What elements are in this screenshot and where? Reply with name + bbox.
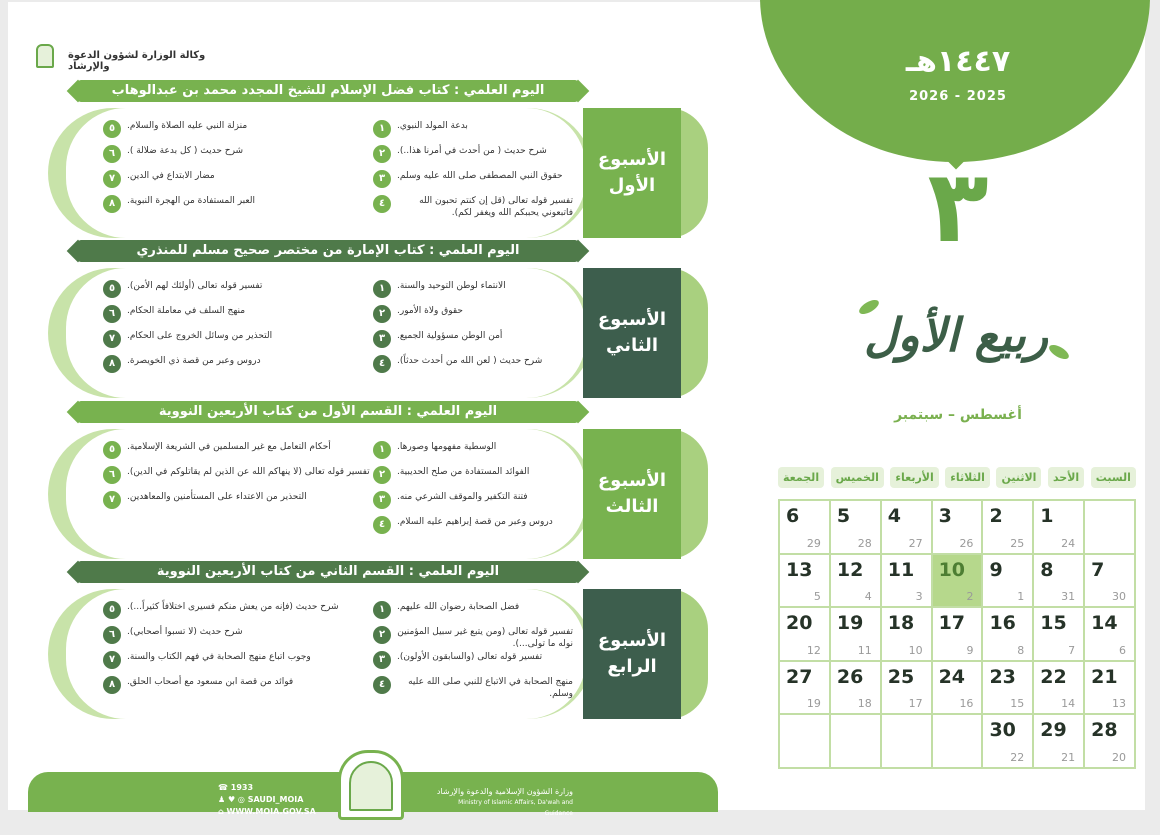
week-topic-item [103, 195, 373, 213]
weekday-label: الأربعاء [890, 467, 938, 488]
week-topic-item [373, 601, 573, 619]
hijri-day: 30 [989, 719, 1016, 742]
topic-text: بدعة المولد النبوي. [397, 121, 468, 131]
gregorian-day: 7 [1068, 643, 1076, 657]
week-label: الأسبوع الأول [583, 108, 681, 238]
week-topic-item [373, 676, 573, 700]
topic-text: التحذير من وسائل الخروج على الحكام. [127, 331, 273, 341]
topic-number-badge: ٦ [103, 145, 121, 163]
topic-text: شرح حديث (لا تسبوا أصحابي). [127, 627, 243, 637]
week-topic-item [373, 120, 573, 138]
topic-text: وجوب اتباع منهج الصحابة في فهم الكتاب والسنة. [127, 652, 311, 662]
weekday-label: الأحد [1048, 467, 1084, 488]
weekday-header [778, 467, 1136, 488]
topic-text: منهج السلف في معاملة الحكام. [127, 306, 246, 316]
topic-text: منهج الصحابة في الاتباع للنبي صلى الله عليه وسلم. [408, 677, 573, 699]
topic-number-badge: ٤ [373, 676, 391, 694]
hijri-day: 26 [836, 665, 864, 688]
hijri-day: 4 [887, 505, 901, 527]
hijri-day: 7 [1091, 558, 1105, 581]
topic-text: شرح حديث ( كل بدعة ضلالة ). [127, 146, 244, 156]
topic-number-badge: ١ [373, 280, 391, 298]
gregorian-day: 30 [1112, 590, 1126, 604]
topic-number-badge: ٦ [103, 466, 121, 484]
topic-number-badge: ٨ [103, 355, 121, 373]
calendar-day-cell [982, 500, 1033, 554]
ministry-name-ar: وزارة الشؤون الإسلامية والدعوة والإرشاد [436, 787, 573, 796]
gregorian-day: 26 [959, 536, 974, 550]
calendar-day-cell [932, 714, 983, 768]
hijri-day: 24 [938, 665, 966, 688]
gregorian-day: 6 [1119, 643, 1126, 657]
weekday-label: الاثنين [996, 467, 1041, 488]
topic-text: تفسير قوله تعالى (ومن يتبع غير سبيل المؤمنين نوله ما تولى...). [397, 627, 573, 649]
week-topic-item [373, 491, 573, 509]
week-topic-item [103, 145, 373, 163]
week-topic-item [373, 305, 573, 323]
calendar-day-cell [982, 554, 1033, 608]
topic-number-badge: ٦ [103, 626, 121, 644]
topic-text: دروس وعبر من قصة إبراهيم عليه السلام. [397, 517, 553, 527]
topic-text: تفسير قوله تعالى (قل إن كنتم تحبون الله فاتبعوني يحببكم الله ويغفر لكم). [419, 196, 573, 218]
week-topic-item [373, 651, 573, 669]
week-topic-item [103, 280, 373, 298]
calendar-page [8, 2, 1145, 817]
ministry-name-en: Ministry of Islamic Affairs, Da'wah and Guidance [458, 799, 573, 817]
week-label: الأسبوع الثاني [583, 268, 681, 398]
week-label: الأسبوع الرابع [583, 589, 681, 719]
gregorian-day: 10 [908, 643, 923, 657]
gregorian-day: 2 [966, 590, 974, 604]
phone-icon: ☎ [218, 783, 231, 792]
topic-number-badge: ٥ [103, 441, 121, 459]
hijri-day: 12 [836, 558, 864, 581]
gregorian-day: 8 [1017, 643, 1025, 657]
topic-text: العبر المستفادة من الهجرة النبوية. [127, 196, 255, 206]
topic-number-badge: ٨ [103, 195, 121, 213]
gregorian-day: 17 [908, 697, 923, 711]
topic-text: فضل الصحابة رضوان الله عليهم. [397, 602, 520, 612]
calendar-day-cell [881, 661, 932, 715]
calendar-day-cell [1033, 500, 1084, 554]
gregorian-day: 19 [806, 697, 821, 711]
topic-text: حقوق النبي المصطفى صلى الله عليه وسلم. [397, 171, 563, 181]
calendar-day-cell [932, 607, 983, 661]
week-banner: اليوم العلمي : القسم الأول من كتاب الأربعين النووية [78, 401, 578, 423]
weekday-label: الخميس [831, 467, 884, 488]
calendar-day-cell [932, 661, 983, 715]
week-topic-item [373, 355, 573, 373]
gregorian-day: 5 [813, 590, 821, 604]
footer-ministry [433, 786, 573, 819]
calendar-day-cell [982, 607, 1033, 661]
week-banner: اليوم العلمي : القسم الثاني من كتاب الأربعين النووية [78, 561, 578, 583]
hijri-day: 28 [1091, 719, 1118, 742]
gregorian-day: 12 [806, 643, 821, 657]
calendar-day-cell [779, 607, 830, 661]
topic-text: تفسير قوله تعالى (أولئك لهم الأمن). [127, 281, 263, 291]
week-topic-item [103, 355, 373, 373]
topic-number-badge: ٣ [373, 170, 391, 188]
topic-number-badge: ٥ [103, 120, 121, 138]
week-label: الأسبوع الثالث [583, 429, 681, 559]
calendar-day-cell [1033, 607, 1084, 661]
hijri-day: 6 [786, 505, 800, 527]
hijri-day: 16 [989, 612, 1016, 635]
calendar-day-cell [1084, 607, 1135, 661]
hijri-day: 14 [1091, 612, 1118, 635]
gregorian-day: 24 [1061, 536, 1076, 550]
calendar-day-cell [932, 554, 983, 608]
gregorian-day: 31 [1061, 590, 1076, 604]
social-icons: ♟ ♥ ◎ [218, 795, 248, 804]
hijri-day: 19 [836, 612, 864, 635]
globe-icon: ⌂ [218, 807, 227, 816]
topic-text: أحكام التعامل مع غير المسلمين في الشريعة الإسلامية. [127, 442, 331, 452]
topic-text: دروس وعبر من قصة ذي الخويصرة. [127, 356, 261, 366]
ministry-emblem-icon [338, 750, 404, 820]
week-topic-item [373, 195, 573, 219]
topic-text: فوائد من قصة ابن مسعود مع أصحاب الحلق. [127, 677, 294, 687]
hijri-day: 17 [938, 612, 966, 635]
calendar-day-cell [779, 661, 830, 715]
topic-number-badge: ٧ [103, 330, 121, 348]
calendar-day-cell [830, 607, 881, 661]
week-topic-item [103, 651, 373, 669]
week-topic-item [103, 601, 373, 619]
week-topic-item [373, 441, 573, 459]
calendar-day-cell [881, 607, 932, 661]
hijri-day: 25 [887, 665, 915, 688]
calendar-day-cell [1084, 554, 1135, 608]
week-topic-item [373, 145, 573, 163]
gregorian-day: 3 [915, 590, 923, 604]
hijri-day: 10 [938, 558, 966, 581]
topic-text: شرح حديث ( لعن الله من أحدث حدثاً). [397, 356, 543, 366]
week-topic-item [103, 466, 373, 484]
topic-number-badge: ٦ [103, 305, 121, 323]
topic-text: شرح حديث (فإنه من يعش منكم فسيرى اختلافاً كثيراً...). [127, 602, 339, 612]
topic-number-badge: ٧ [103, 491, 121, 509]
calendar-day-cell [881, 714, 932, 768]
calendar-day-cell [881, 554, 932, 608]
hijri-day: 3 [938, 505, 952, 527]
calendar-day-cell [830, 554, 881, 608]
gregorian-day: 4 [864, 590, 872, 604]
topic-number-badge: ٢ [373, 466, 391, 484]
hijri-day: 15 [1040, 612, 1067, 635]
calendar-day-cell [1033, 714, 1084, 768]
calendar-day-cell [1033, 661, 1084, 715]
topic-number-badge: ٣ [373, 330, 391, 348]
gregorian-day: 29 [806, 536, 821, 550]
calendar-grid [778, 499, 1136, 769]
week-banner: اليوم العلمي : كتاب الإمارة من مختصر صحيح مسلم للمنذري [78, 240, 578, 262]
gregorian-years: 2026 - 2025 [909, 89, 1007, 104]
gregorian-day: 9 [966, 643, 974, 657]
topic-text: شرح حديث ( من أحدث في أمرنا هذا..). [397, 146, 547, 156]
topic-number-badge: ٤ [373, 516, 391, 534]
week-topic-item [373, 280, 573, 298]
calendar-day-cell [779, 500, 830, 554]
topic-number-badge: ٤ [373, 195, 391, 213]
calendar-day-cell [830, 714, 881, 768]
topic-number-badge: ٢ [373, 626, 391, 644]
hijri-day: 22 [1040, 665, 1067, 688]
topic-number-badge: ٥ [103, 280, 121, 298]
topic-text: الوسطية مفهومها وصورها. [397, 442, 497, 452]
hijri-day: 18 [887, 612, 915, 635]
hijri-day: 2 [989, 505, 1003, 527]
hijri-day: 20 [786, 612, 813, 635]
week-topic-item [103, 120, 373, 138]
gregorian-day: 22 [1010, 750, 1025, 764]
topic-number-badge: ١ [373, 441, 391, 459]
hijri-day: 13 [786, 558, 813, 581]
gregorian-day: 25 [1010, 536, 1025, 550]
topic-number-badge: ٧ [103, 170, 121, 188]
week-topic-item [373, 330, 573, 348]
topic-number-badge: ٤ [373, 355, 391, 373]
week-topic-item [103, 441, 373, 459]
hijri-day: 9 [989, 558, 1003, 581]
hijri-day: 1 [1040, 505, 1054, 527]
week-topic-item [103, 330, 373, 348]
topic-number-badge: ١ [373, 120, 391, 138]
gregorian-day: 28 [857, 536, 872, 550]
topic-number-badge: ١ [373, 601, 391, 619]
weekday-label: الثلاثاء [945, 467, 990, 488]
topic-number-badge: ٧ [103, 651, 121, 669]
topic-text: أمن الوطن مسؤولية الجميع. [397, 331, 503, 341]
week-topic-item [103, 170, 373, 188]
calendar-day-cell [1084, 714, 1135, 768]
hijri-day: 29 [1040, 719, 1067, 742]
topic-text: مضار الابتداع في الدين. [127, 171, 215, 181]
calendar-day-cell [830, 500, 881, 554]
hijri-day: 8 [1040, 558, 1054, 581]
topic-text: الانتماء لوطن التوحيد والسنة. [397, 281, 506, 291]
gregorian-day: 14 [1061, 697, 1076, 711]
gregorian-day: 20 [1112, 750, 1126, 764]
calendar-day-cell [779, 554, 830, 608]
week-topic-item [373, 466, 573, 484]
gregorian-day: 18 [857, 697, 872, 711]
hijri-year: ١٤٤٧هـ [905, 44, 1011, 79]
topic-number-badge: ٣ [373, 651, 391, 669]
week-banner: اليوم العلمي : كتاب فضل الإسلام للشيخ المجدد محمد بن عبدالوهاب [78, 80, 578, 102]
week-topic-item [373, 516, 573, 534]
calendar-day-cell [982, 714, 1033, 768]
website-link[interactable]: WWW.MOIA.GOV.SA [226, 807, 316, 816]
gregorian-day: 13 [1112, 697, 1126, 711]
week-topic-item [103, 676, 373, 694]
topic-text: حقوق ولاة الأمور. [397, 306, 463, 316]
week-topic-item [373, 170, 573, 188]
topic-text: منزلة النبي عليه الصلاة والسلام. [127, 121, 248, 131]
weekday-label: السبت [1091, 467, 1136, 488]
ministry-agency-title: وكالة الوزارة لشؤون الدعوة والإرشاد [68, 50, 206, 72]
hijri-day: 11 [887, 558, 915, 581]
hijri-day: 21 [1091, 665, 1118, 688]
topic-number-badge: ٢ [373, 305, 391, 323]
topic-number-badge: ٨ [103, 676, 121, 694]
topic-number-badge: ٣ [373, 491, 391, 509]
gregorian-day: 11 [857, 643, 872, 657]
calendar-day-cell [779, 714, 830, 768]
topic-number-badge: ٥ [103, 601, 121, 619]
week-topic-item [103, 491, 373, 509]
week-topic-item [373, 626, 573, 650]
topic-text: تفسير قوله تعالى (لا ينهاكم الله عن الذين لم يقاتلوكم في الدين). [127, 467, 370, 477]
month-name-calligraphy: ربيع الأول [863, 308, 1049, 362]
hijri-day: 27 [786, 665, 813, 688]
week-topic-item [103, 626, 373, 644]
weekday-label: الجمعة [778, 467, 824, 488]
social-handle[interactable]: SAUDI_MOIA [247, 795, 304, 804]
gregorian-day: 15 [1010, 697, 1025, 711]
calendar-day-cell [1084, 500, 1135, 554]
ministry-logo-icon [36, 44, 54, 68]
calendar-day-cell [830, 661, 881, 715]
calendar-day-cell [932, 500, 983, 554]
gregorian-day: 21 [1061, 750, 1076, 764]
calendar-day-cell [1084, 661, 1135, 715]
calendar-day-cell [1033, 554, 1084, 608]
calendar-day-cell [982, 661, 1033, 715]
gregorian-day: 16 [959, 697, 974, 711]
hijri-day: 5 [836, 505, 851, 527]
gregorian-day: 1 [1017, 590, 1025, 604]
topic-number-badge: ٢ [373, 145, 391, 163]
topic-text: فتنة التكفير والموقف الشرعي منه. [397, 492, 528, 502]
footer-contacts [218, 782, 316, 818]
topic-text: التحذير من الاعتداء على المستأمنين والمعاهدين. [127, 492, 307, 502]
hijri-day: 23 [989, 665, 1016, 688]
phone-number: 1933 [230, 783, 254, 792]
month-number: ٣ [927, 148, 989, 265]
topic-text: الفوائد المستفادة من صلح الحديبية. [397, 467, 530, 477]
calendar-day-cell [881, 500, 932, 554]
topic-text: تفسير قوله تعالى (والسابقون الأولون). [397, 652, 543, 662]
week-topic-item [103, 305, 373, 323]
gregorian-months: أغسطس – سبتمبر [894, 407, 1022, 423]
gregorian-day: 27 [908, 536, 923, 550]
